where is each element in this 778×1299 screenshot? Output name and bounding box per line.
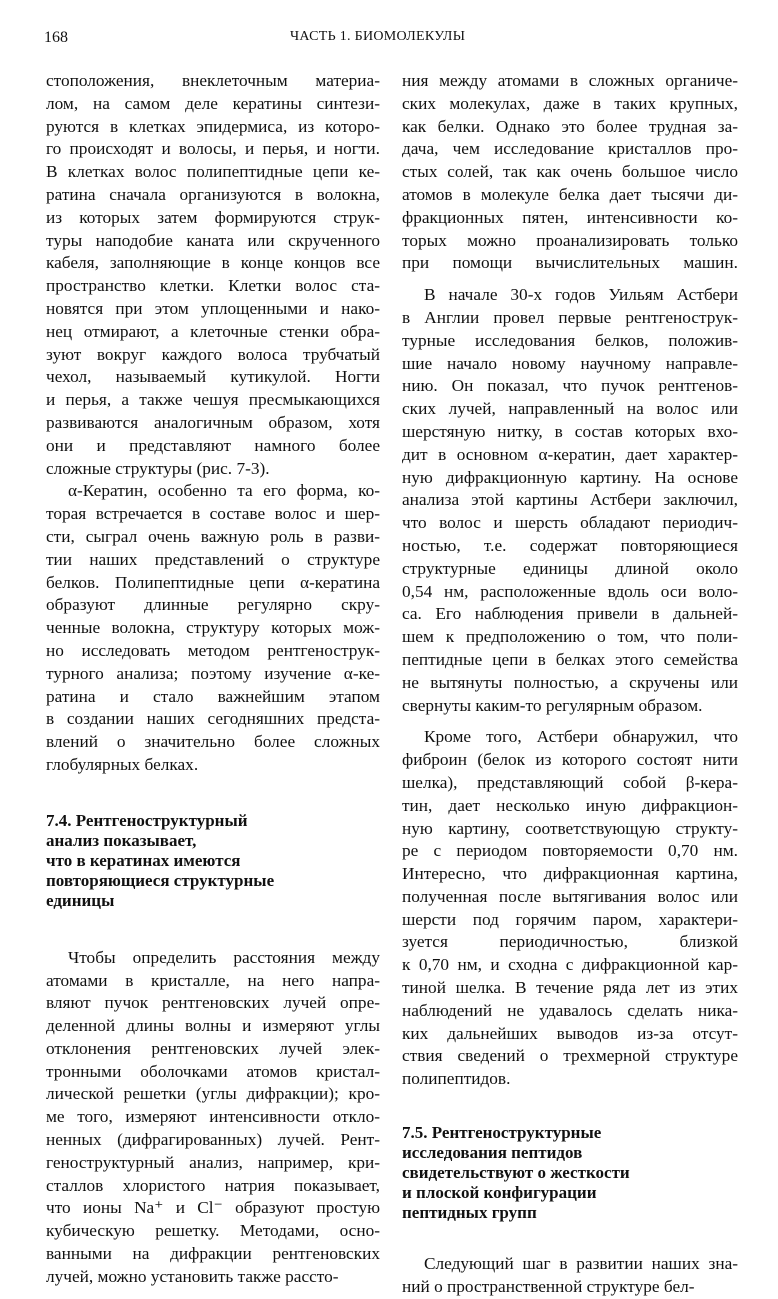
text-line: сложные структуры (рис. 7-3). xyxy=(46,458,270,478)
text-line: полипептидов. xyxy=(402,1069,511,1089)
text-line: ненных (дифрагированных) лучей. Рент- xyxy=(46,1130,380,1150)
page-number: 168 xyxy=(44,29,68,46)
text-line: единицы xyxy=(46,890,115,910)
text-line: геноструктурный анализ, например, кри- xyxy=(46,1152,380,1172)
text-line: Кроме того, Астбери обнаружил, что xyxy=(424,727,738,747)
text-line: фракционных пятен, интенсивности ко- xyxy=(402,207,738,227)
text-line: ствия сведений о трехмерной структуре xyxy=(402,1046,738,1066)
text-line: при помощи вычислительных машин. xyxy=(402,253,738,273)
text-line: ную картину, соответствующую структу- xyxy=(402,818,738,838)
text-line: образуют длинные регулярно скру- xyxy=(46,595,380,615)
text-line: стоположения, внеклеточным материа- xyxy=(46,71,380,90)
text-line: Следующий шаг в развитии наших зна- xyxy=(424,1254,738,1274)
text-line: нию. Он показал, что пучок рентгенов- xyxy=(402,376,738,396)
text-line: зуют вокруг каждого волоса трубчатый xyxy=(46,344,380,364)
paragraph xyxy=(46,70,380,480)
text-line: в создании наших сегодняшних предста- xyxy=(46,709,380,729)
text-line: са. Его наблюдения привели в дальней- xyxy=(402,604,738,624)
text-line: ских молекулах, даже в таких крупных, xyxy=(402,93,738,113)
text-line: руются в клетках эпидермиса, из которо- xyxy=(46,116,380,136)
text-line: ний о пространственной структуре бел- xyxy=(402,1276,695,1296)
text-line: они и представляют намного более xyxy=(46,435,380,455)
text-line: структурные единицы длиной около xyxy=(402,558,738,578)
text-line: α-Кератин, особенно та его форма, ко- xyxy=(68,481,380,501)
text-line: шем к предположению о том, что поли- xyxy=(402,627,738,647)
text-line: ратина сначала организуются в волокна, xyxy=(46,184,380,204)
text-line: что ионы Na⁺ и Cl⁻ образуют простую xyxy=(46,1198,380,1218)
text-line: полученная после вытягивания волос или xyxy=(402,886,738,906)
section-heading-7-4 xyxy=(46,811,380,911)
text-line: шерстяную нитку, в состав которых вхо- xyxy=(402,421,738,441)
text-line: чехол, называемый кутикулой. Ногти xyxy=(46,367,380,387)
text-line: из которых затем формируются струк- xyxy=(46,207,380,227)
text-line: туры наподобие каната или скрученного xyxy=(46,230,380,250)
text-line: шелка), представляющий собой β-кера- xyxy=(402,772,738,792)
text-line: ских лучей, направленный на волос или xyxy=(402,399,738,419)
text-line: пептидные цепи в белках этого семейства xyxy=(402,649,738,669)
text-line: но исследовать методом рентгенострук- xyxy=(46,640,380,660)
text-line: нец отмирают, а клеточные стенки обра- xyxy=(46,321,380,341)
text-line: ностью, т.е. содержат повторяющиеся xyxy=(402,535,738,555)
text-line: развиваются аналогичным образом, хотя xyxy=(46,412,380,432)
text-line: повторяющиеся структурные xyxy=(46,870,275,890)
text-line: ния между атомами в сложных органиче- xyxy=(402,71,738,90)
text-line: атомов в молекуле белка дает тысячи ди- xyxy=(402,184,738,204)
text-line: глобулярных белках. xyxy=(46,754,199,774)
text-line: и плоской конфигурации xyxy=(402,1183,597,1203)
text-line: дит в основном α-кератин, дает характер- xyxy=(402,444,738,464)
paragraph xyxy=(402,1253,738,1299)
text-line: ратина и стало важнейшим этапом xyxy=(46,686,380,706)
text-line: новятся при этом уплощенными и нако- xyxy=(46,298,380,318)
section-heading-7-5 xyxy=(402,1123,738,1223)
right-column xyxy=(402,70,738,1299)
text-line: зуется периодичностью, близкой xyxy=(402,932,738,952)
text-line: вляют пучок рентгеновских лучей опре- xyxy=(46,993,380,1013)
text-line: 0,54 нм, расположенные вдоль оси воло- xyxy=(402,581,738,601)
running-head: ЧАСТЬ 1. БИОМОЛЕКУЛЫ xyxy=(290,29,466,44)
text-line: сти, сыграл очень важную роль в разви- xyxy=(46,526,380,546)
text-line: сталлов хлористого натрия показывает, xyxy=(46,1175,380,1195)
text-line: и перья, а также чешуя пресмыкающихся xyxy=(46,390,380,410)
text-line: влений о значительно более сложных xyxy=(46,732,380,752)
text-line: шие начало новому научному направле- xyxy=(402,353,738,373)
text-line: анализа этой картины Астбери заключил, xyxy=(402,490,738,510)
text-line: стых солей, так как очень большое число xyxy=(402,162,738,182)
text-line: 7.5. Рентгеноструктурные xyxy=(402,1123,602,1143)
text-line: В начале 30-х годов Уильям Астбери xyxy=(424,285,738,305)
text-line: фиброин (белок из которого состоят нити xyxy=(402,750,738,770)
text-line: ких дальнейших выводов из-за отсут- xyxy=(402,1023,738,1043)
text-line: лической решетки (углы дифракции); кро- xyxy=(46,1084,380,1104)
text-line: торая встречается в составе волос и шер- xyxy=(46,504,380,524)
text-line: не вытянуты полностью, а скручены или xyxy=(402,672,738,692)
text-line: тин, дает несколько иную дифракцион- xyxy=(402,795,738,815)
text-line: к 0,70 нм, и сходна с дифракционной кар- xyxy=(402,955,738,975)
paragraph xyxy=(402,70,738,275)
text-line: тиной шелка. В течение ряда лет из этих xyxy=(402,978,738,998)
paragraph xyxy=(46,947,380,1289)
text-line: что волос и шерсть обладают периодич- xyxy=(402,513,738,533)
text-line: торых можно проанализировать только xyxy=(402,230,738,250)
text-line: ванными на дифракции рентгеновских xyxy=(46,1244,380,1264)
text-line: как белки. Однако это более трудная за- xyxy=(402,116,738,136)
text-line: турного анализа; поэтому изучение α-ке- xyxy=(46,663,380,683)
text-line: свернуты каким-то регулярным образом. xyxy=(402,695,703,715)
text-line: ченные волокна, структуру которых мож- xyxy=(46,618,380,638)
text-line: лом, на самом деле кератины синтези- xyxy=(46,93,380,113)
paragraph xyxy=(46,480,380,776)
text-line: лучей, можно установить также рассто- xyxy=(46,1266,339,1286)
text-line: ме того, измеряют интенсивности откло- xyxy=(46,1107,380,1127)
text-line: дача, чем исследование кристаллов про- xyxy=(402,139,738,159)
text-line: анализ показывает, xyxy=(46,830,197,850)
text-line: кабеля, заполняющие в конце концов все xyxy=(46,253,380,273)
text-line: ре с периодом повторяемости 0,70 нм. xyxy=(402,841,738,861)
text-line: Чтобы определить расстояния между xyxy=(68,947,380,967)
text-line: наблюдений не удавалось сделать ника- xyxy=(402,1000,738,1020)
text-line: исследования пептидов xyxy=(402,1143,583,1163)
text-line: что в кератинах имеются xyxy=(46,850,241,870)
paragraph xyxy=(402,284,738,717)
text-line: турные исследования белков, положив- xyxy=(402,330,738,350)
text-line: пептидных групп xyxy=(402,1203,537,1223)
text-line: Интересно, что дифракционная картина, xyxy=(402,864,738,884)
text-line: свидетельствуют о жесткости xyxy=(402,1163,630,1183)
text-line: белков. Полипептидные цепи α-кератина xyxy=(46,572,380,592)
text-line: В клетках волос полипептидные цепи ке- xyxy=(46,162,380,182)
left-column xyxy=(46,70,380,1289)
text-line: в Англии провел первые рентгенострук- xyxy=(402,307,738,327)
text-line: тии наших представлений о структуре xyxy=(46,549,380,569)
paragraph xyxy=(402,726,738,1091)
text-line: атомами в кристалле, на него напра- xyxy=(46,970,380,990)
text-line: шерсти под горячим паром, характери- xyxy=(402,909,738,929)
text-line: отклонения рентгеновских лучей элек- xyxy=(46,1038,380,1058)
text-line: тронными оболочками атомов кристал- xyxy=(46,1061,380,1081)
text-line: 7.4. Рентгеноструктурный xyxy=(46,810,248,830)
text-line: пространство клетки. Клетки волос ста- xyxy=(46,276,380,296)
text-line: ную дифракционную картину. На основе xyxy=(402,467,738,487)
text-line: кубическую решетку. Методами, осно- xyxy=(46,1221,380,1241)
text-line: го происходят и волосы, и перья, и ногти. xyxy=(46,139,380,159)
text-line: деленной длины волны и измеряют углы xyxy=(46,1016,380,1036)
